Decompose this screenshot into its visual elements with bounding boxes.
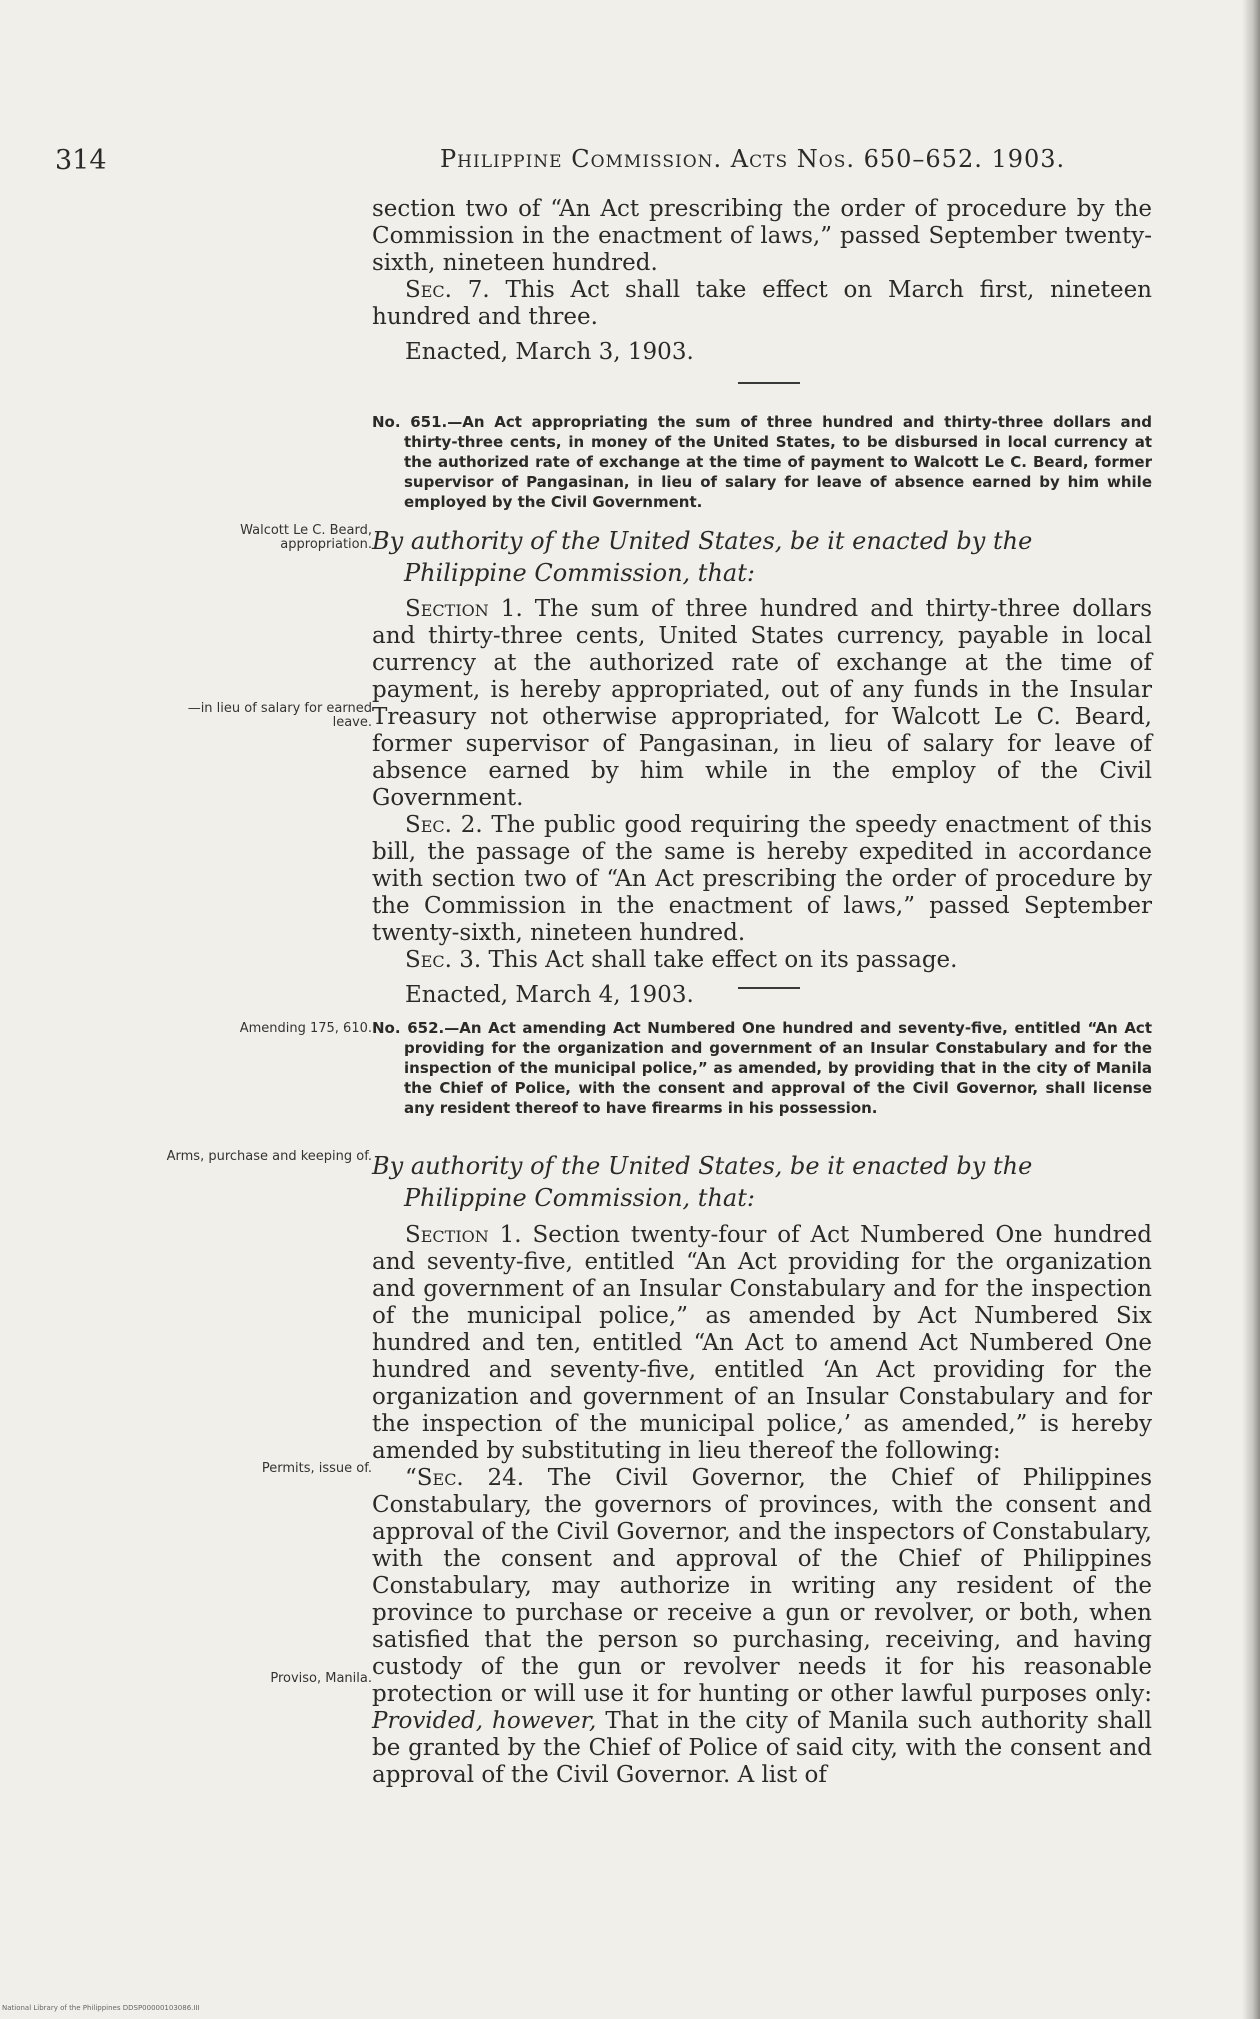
section-label: Sec. 2.: [405, 812, 483, 838]
scan-credit: National Library of the Philippines DDSP00000103086.III: [2, 2004, 200, 2012]
act651-enacting-clause-block: [372, 525, 1152, 589]
act652-enacting-clause-block: [372, 1150, 1152, 1214]
section-divider: [738, 382, 800, 384]
act652-section-1: [372, 1222, 1152, 1465]
page-number: 314: [55, 145, 107, 176]
act652-body: [372, 1222, 1152, 1789]
section-text: Section twenty-four of Act Numbered One hundred and seventy-five, entitled “An Act providing for the organization and government of an Insular Constabulary and for the inspection of the municipal police,” as amended by Act Numbered Six hundred and ten, entitled “An Act to amend Act Numbered One hundred and seventy-five, entitled ‘An Act providing for the organization and government of an Insular Constabulary and for the inspection of the municipal police,’ as amended,” is hereby amended by substituting in lieu thereof the following:: [372, 1222, 1152, 1464]
act650-tail: [372, 196, 1152, 366]
section-label: Sec. 7.: [405, 277, 490, 303]
act650-enacted: Enacted, March 3, 1903.: [405, 339, 694, 365]
act651-heading: No. 651.—An Act appropriating the sum of three hundred and thirty-three dollars and thirty-three cents, in money of the United States, to be disbursed in local currency at the authorized rate of exchange at the time of payment to Walcott Le C. Beard, former supervisor of Pangasinan, in lieu of salary for leave of absence earned by him while employed by the Civil Government.: [372, 413, 1152, 511]
margin-note-lieu-of-salary: —in lieu of salary for earned leave.: [187, 701, 372, 730]
act650-continuation: section two of “An Act prescribing the order of procedure by the Commission in the enactment of laws,” passed September twenty-sixth, nineteen hundred.: [372, 196, 1152, 276]
act651-enacting-clause: By authority of the United States, be it enacted by the Philippine Commission, that:: [372, 527, 1033, 587]
act652-section-24: [372, 1465, 1152, 1789]
act652-heading: No. 652.—An Act amending Act Numbered One hundred and seventy-five, entitled “An Act providing for the organization and government of an Insular Constabulary and for the inspection of the municipal police,” as amended, by providing that in the city of Manila the Chief of Police, with the consent and approval of the Civil Governor, shall license any resident thereof to have firearms in his possession.: [372, 1019, 1152, 1117]
act651-section-1: [372, 596, 1152, 812]
page-edge-shadow: [1242, 0, 1260, 2019]
section-label: Sec. 3.: [405, 947, 482, 973]
section-label: Section 1.: [405, 1222, 522, 1248]
act651-body: [372, 596, 1152, 1009]
section-text: This Act shall take effect on its passage.: [481, 947, 958, 973]
margin-note-beard-appropriation: Walcott Le C. Beard, appropriation.: [240, 523, 372, 552]
margin-note-proviso: Proviso, Manila.: [270, 1671, 372, 1686]
section-text: The public good requiring the speedy enactment of this bill, the passage of the same is hereby expedited in accordance with section two of “An Act prescribing the order of procedure by the Commission in the enactment of laws,” passed September twenty-sixth, nineteen hundred.: [372, 812, 1152, 946]
act650-section-7: [372, 277, 1152, 331]
margin-note-amending: Amending 175, 610.: [239, 1021, 372, 1036]
section-text-end: That in the city of Manila such authority shall be granted by the Chief of Police of said city, with the consent and approval of the Civil Governor. A list of: [372, 1708, 1152, 1788]
act651-heading-block: [372, 412, 1152, 512]
running-title: Philippine Commission. Acts Nos. 650–652. 1903.: [440, 145, 1066, 173]
proviso-phrase: Provided, however,: [372, 1708, 597, 1734]
section-text: The sum of three hundred and thirty-three dollars and thirty-three cents, United States currency, payable in local currency at the authorized rate of exchange at the time of payment, is hereby appropriated, out of any funds in the Insular Treasury not otherwise appropriated, for Walcott Le C. Beard, former supervisor of Pangasinan, in lieu of salary for leave of absence earned by him while in the employ of the Civil Government.: [372, 596, 1153, 811]
section-text: The Civil Governor, the Chief of Philippines Constabulary, the governors of provinces, with the consent and approval of the Civil Governor, and the inspectors of Constabulary, with the consent and approval of the Chief of Philippines Constabulary, may authorize in writing any resident of the province to purchase or receive a gun or revolver, or both, when satisfied that the person so purchasing, receiving, and having custody of the gun or revolver needs it for his reasonable protection or will use it for hunting or other lawful purposes only:: [372, 1465, 1153, 1707]
section-divider: [738, 987, 800, 989]
section-label: Section 1.: [405, 596, 523, 622]
margin-note-permits: Permits, issue of.: [261, 1461, 372, 1476]
act651-enacted: Enacted, March 4, 1903.: [405, 982, 694, 1008]
section-text: This Act shall take effect on March first, nineteen hundred and three.: [372, 277, 1152, 330]
act651-section-2: [372, 812, 1152, 947]
margin-note-arms: Arms, purchase and keeping of.: [166, 1149, 372, 1164]
act651-section-3: [372, 947, 1152, 974]
section-label: “Sec. 24.: [405, 1465, 525, 1491]
act652-heading-block: [372, 1018, 1152, 1118]
act652-enacting-clause: By authority of the United States, be it enacted by the Philippine Commission, that:: [372, 1152, 1033, 1212]
